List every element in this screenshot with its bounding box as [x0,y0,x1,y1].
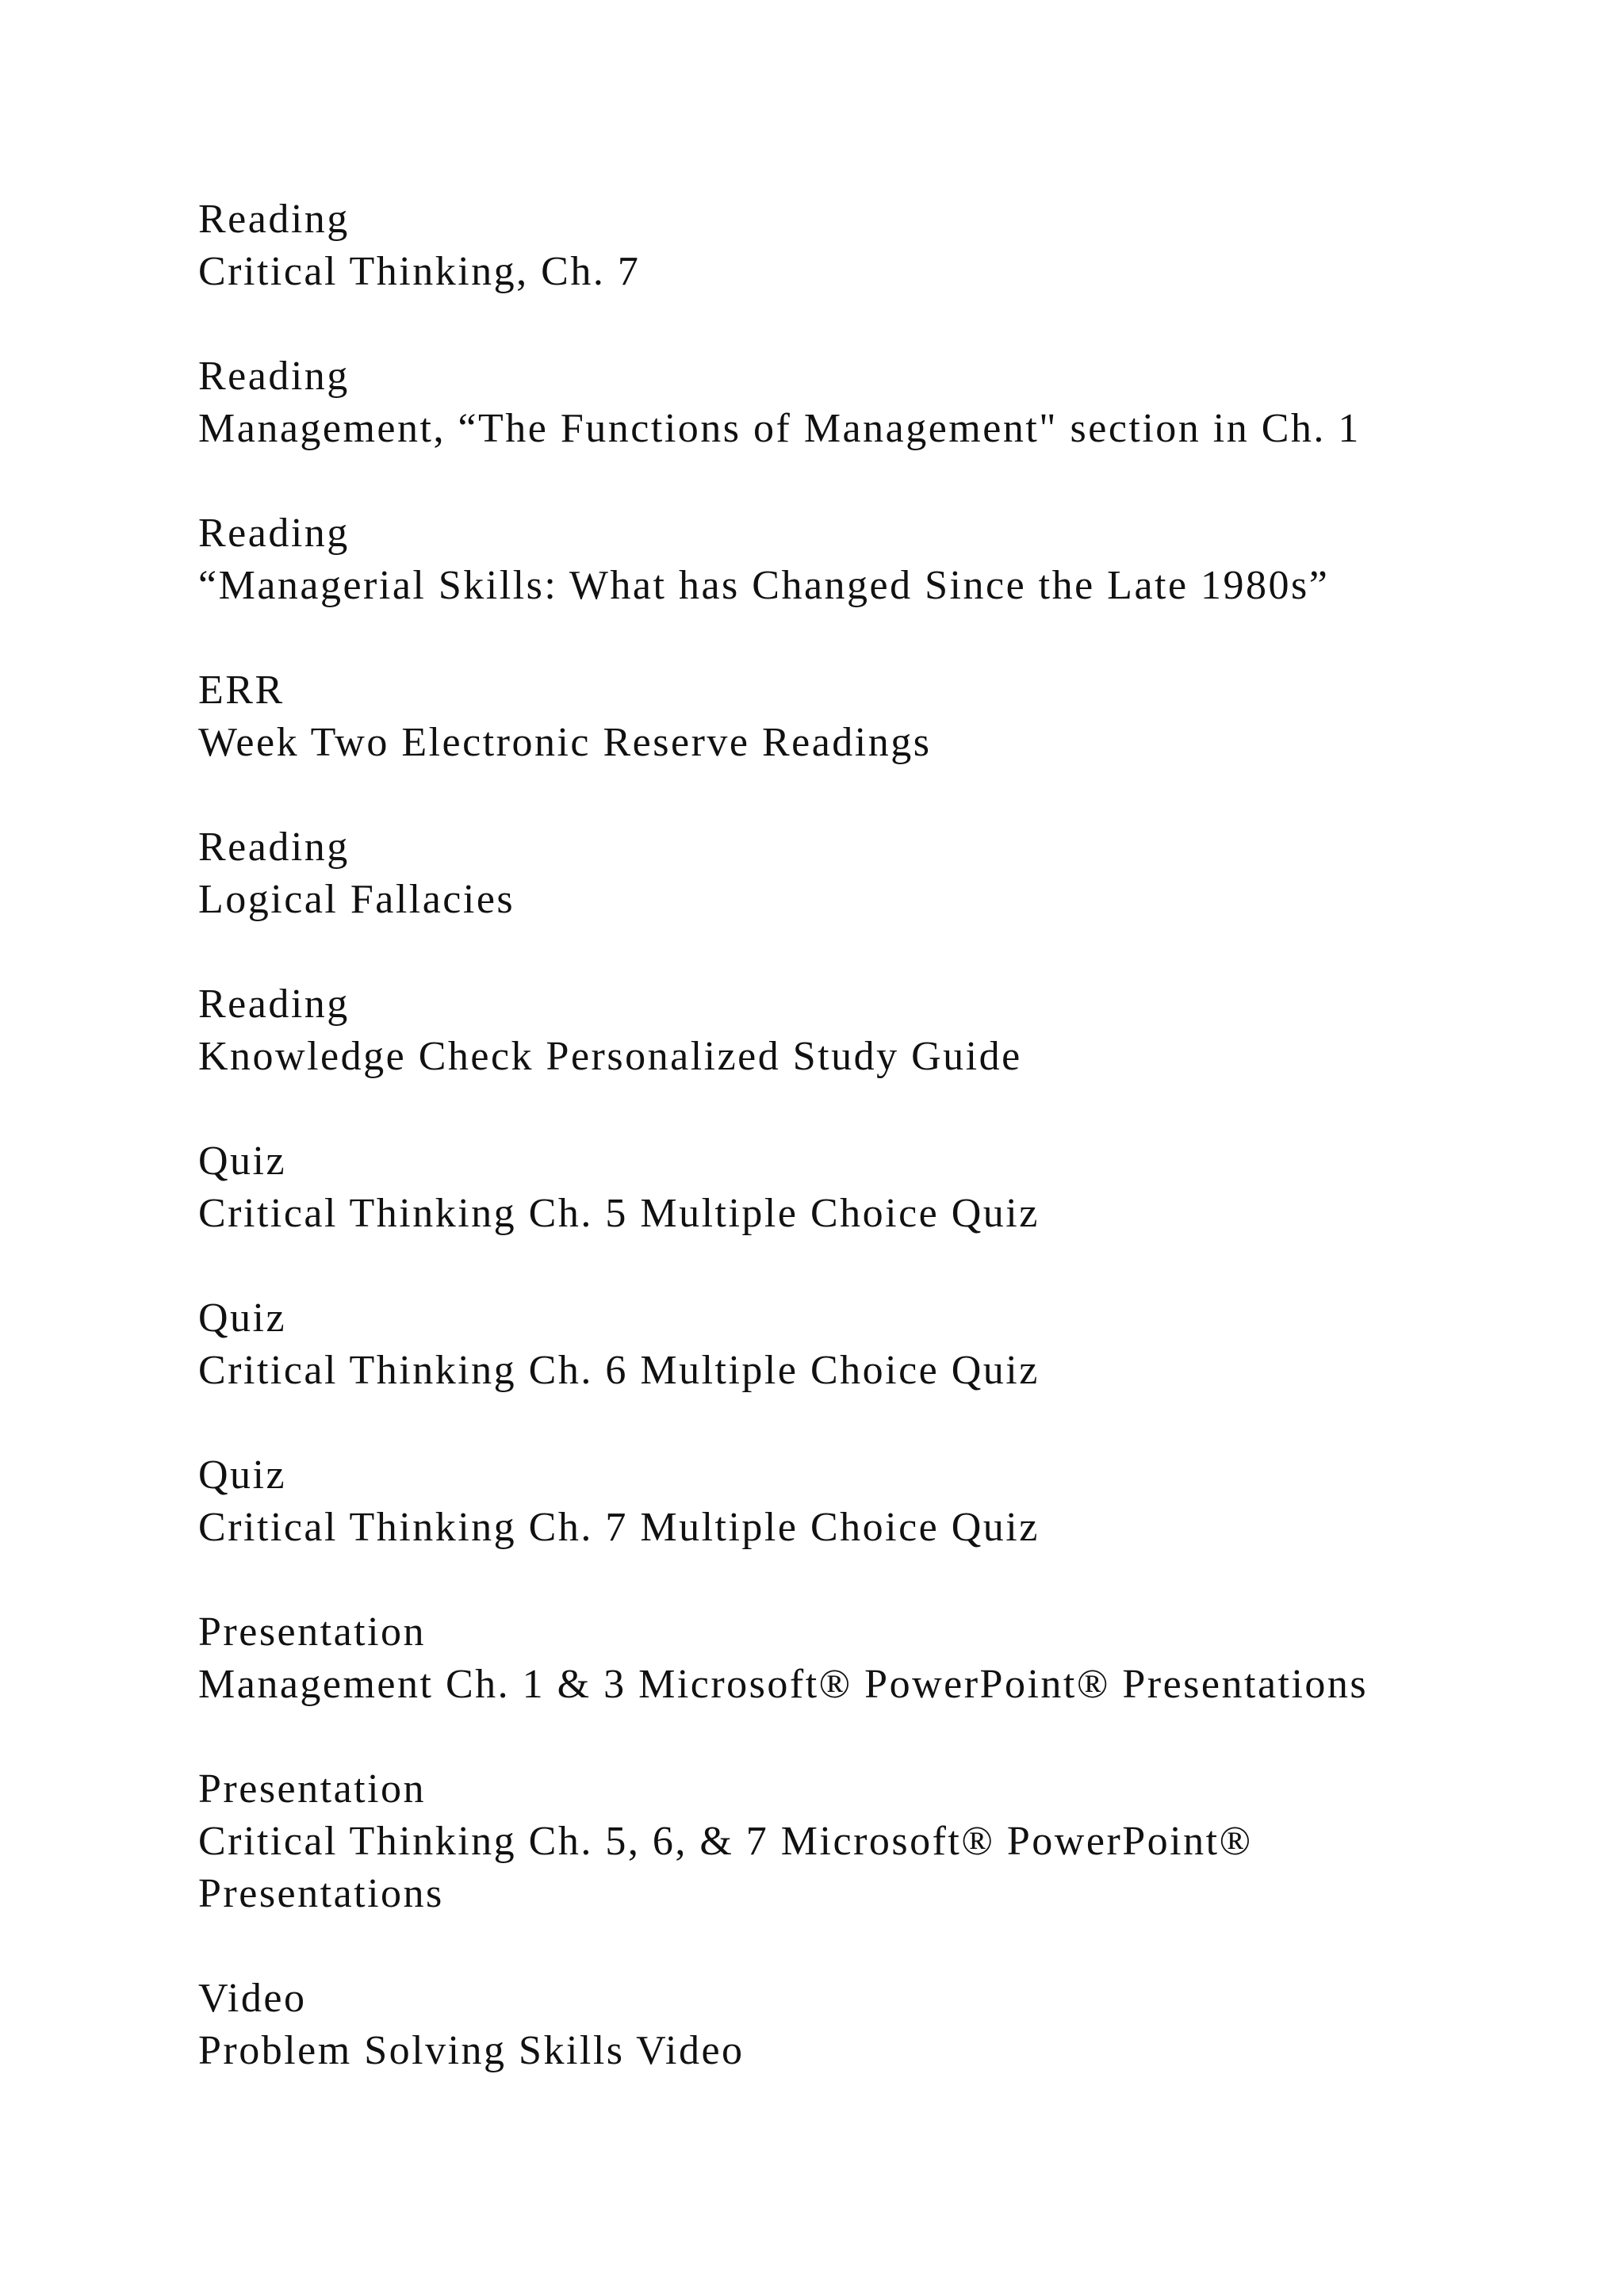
list-item [198,1606,1483,1711]
list-item [198,664,1483,769]
resource-title: Critical Thinking Ch. 7 Multiple Choice Quiz [198,1505,1040,1550]
resource-title: Problem Solving Skills Video [198,2028,745,2073]
list-item [198,1292,1483,1397]
list-item [198,1135,1483,1240]
resource-title: Critical Thinking, Ch. 7 [198,249,641,294]
resource-title: Critical Thinking Ch. 5 Multiple Choice Quiz [198,1191,1040,1236]
resource-type: Quiz [198,1295,287,1341]
list-item [198,507,1483,612]
resource-title: Logical Fallacies [198,877,515,922]
resource-title: “Managerial Skills: What has Changed Since the Late 1980s” [198,563,1330,608]
resource-type: Quiz [198,1452,287,1498]
resource-title: Critical Thinking Ch. 6 Multiple Choice Quiz [198,1348,1040,1393]
list-item [198,350,1483,455]
resource-type: Presentation [198,1609,427,1655]
resource-title: Management Ch. 1 & 3 Microsoft® PowerPoint® Presentations [198,1662,1369,1707]
resource-type: ERR [198,668,285,713]
list-item [198,1973,1483,2077]
list-item [198,193,1483,298]
resource-type: Reading [198,982,350,1027]
resource-title: Week Two Electronic Reserve Readings [198,720,932,765]
list-item [198,1449,1483,1554]
resource-type: Reading [198,511,350,556]
resource-type: Presentation [198,1766,427,1812]
resource-type: Quiz [198,1138,287,1184]
resource-type: Video [198,1976,307,2021]
resource-title: Critical Thinking Ch. 5, 6, & 7 Microsoft® PowerPoint® Presentations [198,1819,1253,1916]
resource-type: Reading [198,354,350,399]
resource-title: Management, “The Functions of Management" section in Ch. 1 [198,406,1361,451]
list-item [198,821,1483,926]
resource-type: Reading [198,825,350,870]
resource-title: Knowledge Check Personalized Study Guide [198,1034,1022,1079]
list-item [198,1763,1483,1920]
list-item [198,978,1483,1083]
resource-type: Reading [198,197,350,242]
resource-list [198,193,1483,2130]
